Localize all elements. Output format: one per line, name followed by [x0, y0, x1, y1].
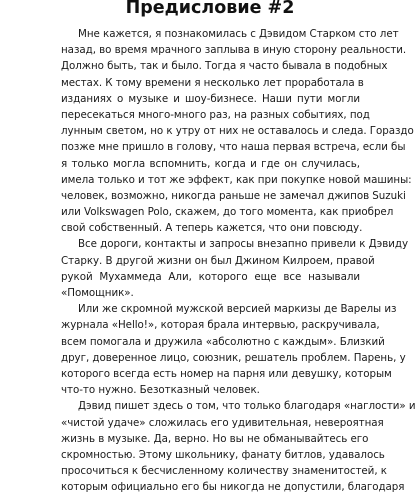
text-line: свой собственный. А теперь кажется, что они повсюду.	[61, 222, 363, 235]
text-line: Мне кажется, я познакомилась с Дэвидом Старком сто лет	[78, 28, 399, 40]
text-line: которым официально его бы никогда не допустили, благодаря	[61, 481, 405, 494]
text-line: я только могла вспомнить, когда и где он случилась,	[61, 157, 360, 170]
text-line: всем помогала и дружила «абсолютно с каждым». Близкий	[61, 335, 385, 348]
text-line: журнала «Hello!», которая брала интервью, раскручивала,	[61, 319, 380, 332]
text-line: или Volkswagen Polo, скажем, до того момента, как приобрел	[61, 206, 394, 219]
text-line: Старку. В другой жизни он был Джином Килроем, правой	[61, 254, 375, 267]
text-line: друг, доверенное лицо, союзник, решатель проблем. Парень, у	[61, 351, 406, 364]
paragraph	[61, 26, 414, 236]
text-line: Или же скромной мужской версией маркизы де Варелы из	[78, 303, 397, 316]
text-line: «Помощник».	[61, 287, 134, 299]
text-line: назад, во время мрачного заплыва в иную сторону реальности.	[61, 44, 407, 57]
text-line: Должно быть, так и было. Тогда я часто бывала в подобных	[61, 60, 388, 73]
text-line: что-то нужно. Безотказный человек.	[61, 384, 260, 397]
text-line: позже мне пришло в голову, что наша первая встреча, если бы	[61, 141, 406, 154]
text-line: просочиться к бесчисленному количеству знаменитостей, к	[61, 465, 387, 478]
document-body	[61, 26, 416, 495]
text-line: скромностью. Этому школьнику, фанату битлов, удавалось	[61, 448, 385, 461]
text-line: Дэвид пишет здесь о том, что только благодаря «наглости» и	[78, 400, 416, 413]
page-title: Предисловие #2	[125, 0, 295, 18]
text-line: жизнь в музыке. Да, верно. Но вы не обманывайтесь его	[61, 432, 369, 445]
text-line: имела только и тот же эффект, как при покупке новой машины:	[61, 173, 412, 186]
text-line: которого всегда есть номер на парня или девушку, которым	[61, 367, 392, 380]
text-line: местах. К тому времени я несколько лет проработала в	[61, 76, 364, 89]
text-line: рукой Мухаммеда Али, которого еще все называли	[61, 270, 360, 283]
text-line: «чистой удаче» сложилась его удивительная, невероятная	[61, 416, 384, 429]
text-line: лунным светом, но к утру от них не оставалось и следа. Гораздо	[61, 125, 414, 138]
text-line: человек, возможно, никогда раньше не замечал джипов Suzuki	[61, 189, 406, 202]
paragraph	[61, 301, 406, 398]
text-line: Все дороги, контакты и запросы внезапно привели к Дэвиду	[78, 238, 409, 251]
paragraph	[61, 236, 409, 301]
paragraph	[61, 398, 416, 495]
text-line: пересекаться много-много раз, на разных событиях, под	[61, 108, 370, 121]
text-line: изданиях о музыке и шоу-бизнесе. Наши пути могли	[61, 92, 360, 105]
